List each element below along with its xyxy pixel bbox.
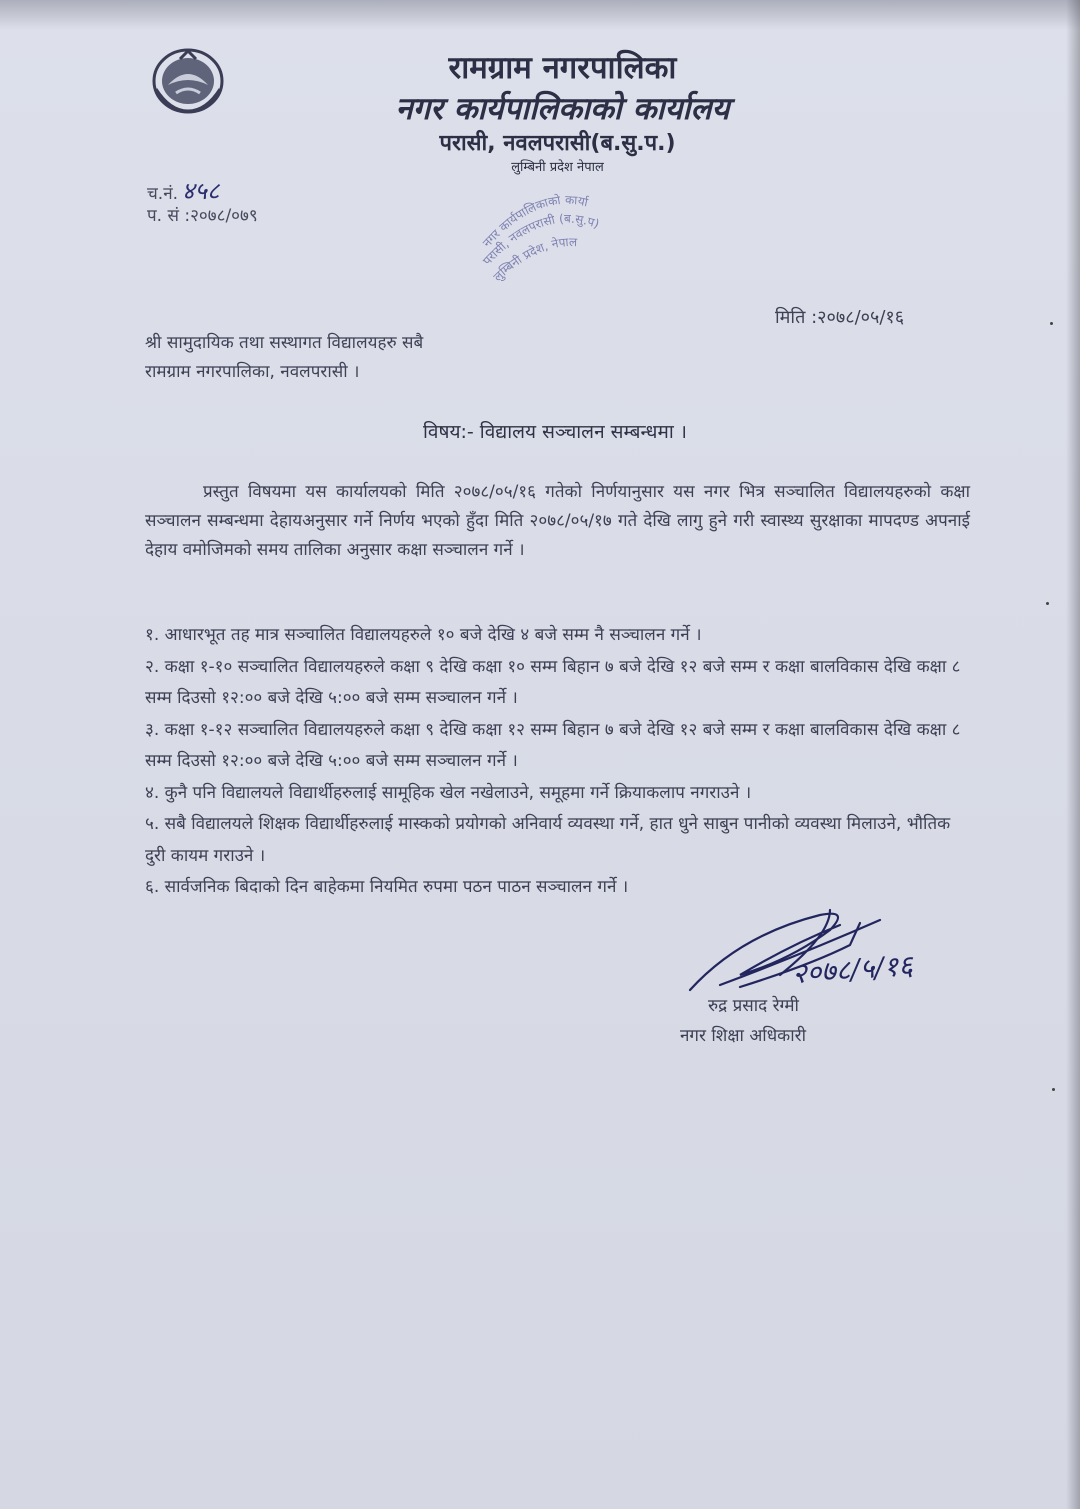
list-item: ५. सबै विद्यालयले शिक्षक विद्यार्थीहरुलाई मास्कको प्रयोगको अनिवार्य व्यवस्था गर्ने, हात धुने साबुन पानीको व्यवस्था मिलाउने, भौतिक दुरी कायम गराउने ।	[145, 814, 951, 866]
right-edge-shadow	[1066, 0, 1080, 1509]
speck	[1050, 322, 1053, 325]
list-item: ४. कुनै पनि विद्यालयले विद्यार्थीहरुलाई सामूहिक खेल नखेलाउने, समूहमा गर्ने क्रियाकलाप नगराउने ।	[145, 782, 752, 803]
letter-subject	[0, 418, 1080, 444]
letter-date: मिति :२०७८/०५/१६	[775, 307, 905, 328]
list-item: ६. सार्वजनिक बिदाको दिन बाहेकमा नियमित रुपमा पठन पाठन सञ्चालन गर्ने ।	[145, 877, 629, 897]
chalani-label: च.नं.	[147, 184, 179, 204]
speck	[1046, 602, 1049, 605]
chalani-handwritten-value: ४५८	[182, 177, 220, 205]
list-item: २. कक्षा १-१० सञ्चालित विद्यालयहरुले कक्षा ९ देखि कक्षा १० सम्म बिहान ७ बजे देखि १२ बजे सम्म र कक्षा बालविकास देखि कक्षा ८ सम्म दिउसो १२:०० बजे देखि ५:०० बजे सम्म सञ्चालन गर्ने ।	[145, 656, 961, 708]
office-province: लुम्बिनी प्रदेश नेपाल	[511, 160, 604, 175]
points-list	[145, 620, 965, 904]
addressee-line-1: श्री सामुदायिक तथा सस्थागत विद्यालयहरु सबै	[145, 333, 424, 353]
subject-text: विषय:- विद्यालय सञ्चालन सम्बन्धमा ।	[423, 421, 687, 443]
signer-title: नगर शिक्षा अधिकारी	[680, 1026, 806, 1046]
signer-name: रुद्र प्रसाद रेग्मी	[708, 996, 799, 1016]
signature-date: २०७८/५/१६	[791, 948, 914, 991]
stamp-line-1: नगर कार्यपालिकाको कार्या	[479, 192, 590, 250]
patra-sankhya: प. सं :२०७८/०७९	[147, 206, 258, 226]
addressee-line-2: रामग्राम नगरपालिका, नवलपरासी ।	[145, 362, 360, 382]
speck	[1052, 1088, 1055, 1091]
stamp-line-3: लुम्बिनी प्रदेश, नेपाल	[490, 234, 578, 285]
top-shadow	[0, 0, 1080, 30]
intro-paragraph: प्रस्तुत विषयमा यस कार्यालयको मिति २०७८/०५/१६ गतेको निर्णयानुसार यस नगर भित्र सञ्चालित विद्यालयहरुको कक्षा सञ्चालन सम्बन्धमा देहायअनुसार गर्ने निर्णय भएको हुँदा मिति २०७८/०५/१७ गते देखि लागु हुने गरी स्वास्थ्य सुरक्षाका मापदण्ड अपनाई देहाय वमोजिमको समय तालिका अनुसार कक्षा सञ्चालन गर्ने ।	[145, 482, 970, 560]
office-subtitle: नगर कार्यपालिकाको कार्यालय	[395, 91, 730, 127]
stamp-line-2: परासी, नवलपरासी (ब.सु.प)	[479, 211, 602, 268]
office-location: परासी, नवलपरासी(ब.सु.प.)	[439, 131, 676, 156]
list-item: १. आधारभूत तह मात्र सञ्चालित विद्यालयहरुले १० बजे देखि ४ बजे सम्म नै सञ्चालन गर्ने ।	[145, 625, 702, 645]
office-name: रामग्राम नगरपालिका	[448, 50, 677, 86]
office-seal-stamp	[468, 178, 648, 288]
list-item: ३. कक्षा १-१२ सञ्चालित विद्यालयहरुले कक्षा ९ देखि कक्षा १२ सम्म बिहान ७ बजे देखि १२ बजे सम्म र कक्षा बालविकास देखि कक्षा ८ सम्म दिउसो १२:०० बजे देखि ५:०० बजे सम्म सञ्चालन गर्ने ।	[145, 719, 961, 771]
